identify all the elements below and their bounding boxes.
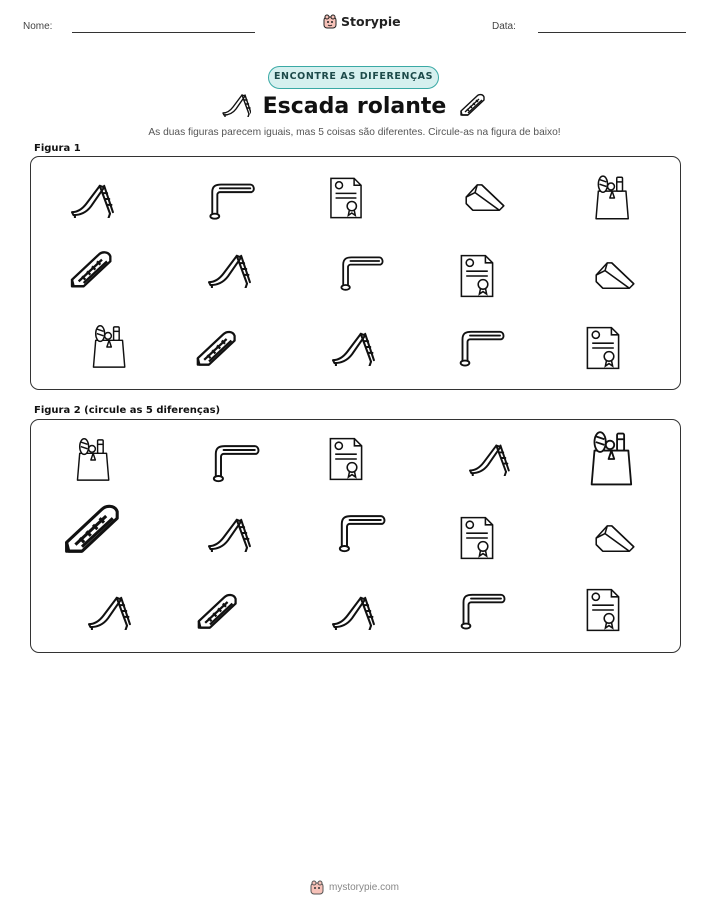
bike-rack-icon	[334, 512, 386, 554]
certificate-icon	[328, 176, 364, 220]
grocery-bag-icon	[586, 428, 634, 490]
figure2-label: Figura 2 (circule as 5 diferenças)	[34, 405, 221, 416]
bike-rack-icon	[204, 182, 256, 220]
find-differences-badge: ENCONTRE AS DIFERENÇAS	[268, 66, 439, 89]
name-label: Nome:	[23, 21, 53, 32]
name-field[interactable]	[72, 32, 255, 33]
storypie-logo-icon	[310, 880, 324, 895]
slide-icon	[204, 514, 252, 552]
certificate-icon	[328, 436, 364, 482]
escalator-icon	[458, 91, 488, 117]
slide-icon	[84, 592, 132, 630]
bike-rack-icon	[455, 329, 505, 367]
bike-rack-icon	[336, 254, 384, 292]
brand-logo	[323, 14, 401, 29]
page-title	[0, 91, 709, 119]
ramp-icon	[464, 181, 506, 213]
grocery-bag-icon	[89, 324, 127, 370]
brand-name: Storypie	[341, 14, 401, 29]
certificate-icon	[459, 253, 495, 299]
grocery-bag-icon	[591, 175, 631, 221]
storypie-logo-icon	[323, 14, 337, 29]
footer	[0, 880, 709, 895]
figure1-label: Figura 1	[34, 143, 81, 154]
footer-url[interactable]: mystorypie.com	[328, 882, 399, 893]
instructions: As duas figuras parecem iguais, mas 5 coisas são diferentes. Circule-as na figura de baixo!	[148, 127, 561, 138]
date-label: Data:	[492, 21, 516, 32]
ramp-icon	[594, 521, 636, 555]
date-field[interactable]	[538, 32, 686, 33]
ramp-icon	[594, 259, 636, 291]
escalator-icon	[194, 588, 242, 632]
escalator-icon	[60, 498, 126, 556]
certificate-icon	[585, 325, 621, 371]
slide-icon	[205, 250, 251, 288]
certificate-icon	[459, 515, 495, 561]
grocery-bag-icon	[73, 436, 111, 484]
slide-icon	[460, 440, 516, 476]
title-text: Escada rolante	[262, 94, 447, 119]
escalator-icon	[67, 246, 117, 290]
slide-icon	[328, 328, 376, 366]
bike-rack-icon	[208, 443, 260, 483]
slide-icon	[67, 180, 115, 218]
slide-icon	[328, 592, 376, 630]
slide-icon	[221, 91, 251, 117]
escalator-icon	[193, 326, 241, 368]
bike-rack-icon	[456, 591, 506, 631]
certificate-icon	[585, 587, 621, 633]
